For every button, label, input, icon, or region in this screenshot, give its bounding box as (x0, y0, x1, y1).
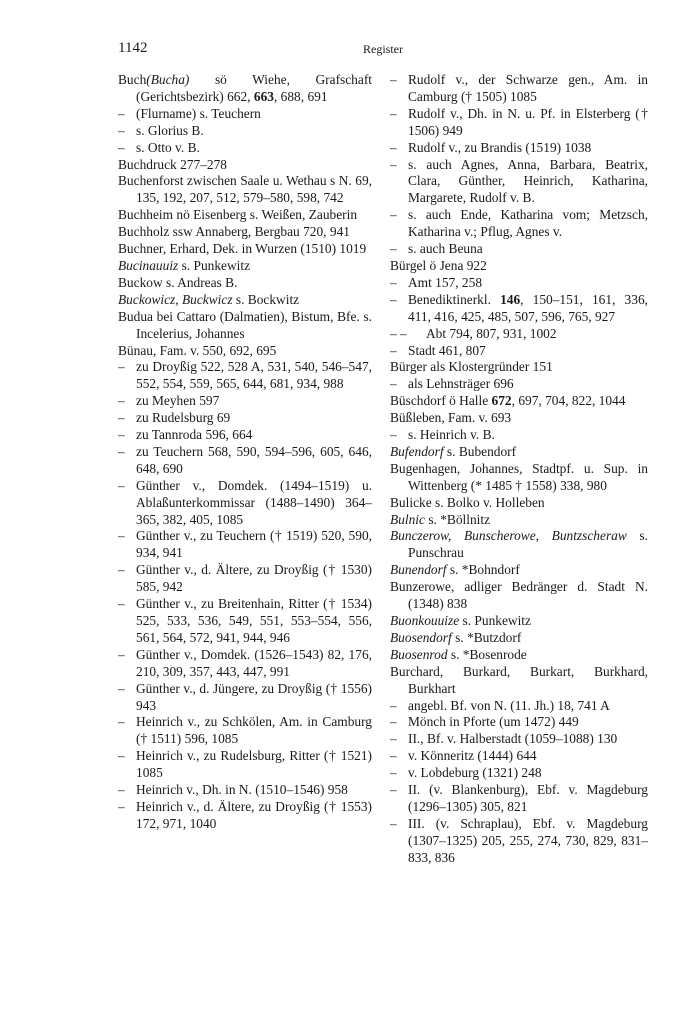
entry-text: , 688, 691 (273, 88, 328, 104)
entry-dash: – (118, 748, 125, 764)
index-entry (118, 207, 372, 224)
index-entry (118, 799, 372, 833)
entry-text: Buchheim nö Eisenberg s. Weißen, Zauberin (118, 207, 358, 223)
entry-dash: – (390, 156, 397, 172)
entry-text: zu Rudelsburg 69 (136, 410, 231, 426)
entry-text: Bugenhagen, Johannes, Stadtpf. u. Sup. in Wittenberg (* 1485 † 1558) 338, 980 (390, 460, 648, 493)
entry-text: Heinrich v., d. Ältere, zu Droyßig († 1553) 172, 971, 1040 (136, 798, 372, 831)
entry-dash: – (390, 782, 397, 798)
index-entry (118, 562, 372, 596)
entry-text: Buchenforst zwischen Saale u. Wethau s N. 69, 135, 192, 207, 512, 579–580, 598, 742 (118, 173, 372, 206)
index-entry (118, 444, 372, 478)
index-entry (390, 698, 648, 715)
index-entry (390, 630, 648, 647)
entry-text: v. Könneritz (1444) 644 (408, 748, 537, 764)
entry-text: s. *Bohndorf (446, 562, 520, 578)
entry-text: Günther v., Domdek. (1526–1543) 82, 176, 210, 309, 357, 443, 447, 991 (136, 646, 372, 679)
entry-text: zu Droyßig 522, 528 A, 531, 540, 546–547, 552, 554, 559, 565, 644, 681, 934, 988 (136, 359, 372, 392)
entry-variant: Bulnic (390, 511, 425, 527)
entry-text: Burchard, Burkard, Burkart, Burkhard, Burkhart (390, 663, 648, 696)
index-entry (118, 241, 372, 258)
page-header (118, 40, 648, 62)
entry-dash: – (390, 139, 397, 155)
index-entry (118, 157, 372, 174)
index-entry (118, 782, 372, 799)
entry-text: s. auch Ende, Katharina vom; Metzsch, Katharina v.; Pflug, Agnes v. (408, 207, 648, 240)
index-entry (390, 427, 648, 444)
entry-text: Bunzerowe, adliger Bedränger d. Stadt N. (1348) 838 (390, 579, 648, 612)
index-entry (118, 123, 372, 140)
entry-dash: – (118, 528, 125, 544)
entry-variant: Bunczerow, Bunscherowe, Buntzscheraw (390, 528, 627, 544)
entry-dash: – (390, 72, 397, 87)
entry-dash: – (118, 680, 125, 696)
index-entry (390, 275, 648, 292)
index-entry (390, 528, 648, 562)
entry-variant: Bufendorf (390, 443, 444, 459)
entry-text: zu Meyhen 597 (136, 393, 220, 409)
entry-dash: – (390, 241, 397, 257)
entry-dash: – (390, 427, 397, 443)
entry-text: , 697, 704, 822, 1044 (511, 393, 626, 409)
entry-text: s. auch Beuna (408, 241, 483, 257)
entry-text: s. Punkewitz (459, 613, 531, 628)
entry-text: Bulicke s. Bolko v. Holleben (390, 494, 545, 510)
index-entry (390, 562, 648, 579)
index-entry (118, 72, 372, 106)
index-entry (390, 393, 648, 410)
entry-main-ref: 663 (253, 88, 274, 104)
entry-dash: – (390, 376, 397, 392)
entry-dash: – (390, 765, 397, 781)
index-entry (390, 782, 648, 816)
index-entry (118, 681, 372, 715)
entry-text: Heinrich v., Dh. in N. (1510–1546) 958 (136, 782, 348, 798)
entry-text: II., Bf. v. Halberstadt (1059–1088) 130 (408, 731, 618, 747)
entry-dash: – (118, 359, 125, 375)
entry-dash: – (390, 815, 397, 831)
index-entry (118, 359, 372, 393)
entry-text: Stadt 461, 807 (408, 342, 486, 358)
entry-text: Günther v., d. Ältere, zu Droyßig († 1530) 585, 942 (136, 562, 372, 595)
entry-text: v. Lobdeburg (1321) 248 (408, 765, 542, 781)
index-entry (390, 816, 648, 867)
entry-text: s. Punschrau (408, 528, 648, 561)
entry-main-ref: 672 (491, 393, 512, 409)
index-entry (118, 173, 372, 207)
entry-dash: – (118, 596, 125, 612)
entry-text: Günther v., d. Jüngere, zu Droyßig († 1556) 943 (136, 680, 372, 713)
index-entry (390, 410, 648, 427)
index-entry (390, 292, 648, 326)
index-entry (390, 444, 648, 461)
entry-variant: Buosenrod (390, 646, 448, 662)
entry-text: s. Glorius B. (136, 122, 204, 138)
entry-text: , 150–151, 161, 336, 411, 416, 425, 485, 507, 596, 765, 927 (408, 291, 648, 324)
entry-dash: – (118, 427, 125, 443)
index-entry (118, 343, 372, 360)
page-number: 1142 (118, 40, 148, 56)
index-entry (390, 512, 648, 529)
entry-text: zu Tannroda 596, 664 (136, 427, 253, 443)
index-entry (118, 647, 372, 681)
entry-lead: Büschdorf ö Halle (390, 393, 492, 409)
entry-dash: – (118, 410, 125, 426)
index-entry (390, 748, 648, 765)
entry-lead: Buch (118, 72, 147, 87)
entry-text: angebl. Bf. von N. (11. Jh.) 18, 741 A (408, 697, 610, 713)
entry-text: III. (v. Schraplau), Ebf. v. Magdeburg (1307–1325) 205, 255, 274, 730, 829, 831–833, 836 (408, 815, 648, 865)
index-entry (118, 427, 372, 444)
entry-dash: – (390, 731, 397, 747)
entry-text: Günther v., Domdek. (1494–1519) u. Ablaßunterkommissar (1488–1490) 364–365, 382, 405, 1085 (136, 477, 372, 527)
entry-text: s. auch Agnes, Anna, Barbara, Beatrix, Clara, Günther, Heinrich, Katharina, Margarete, Rudolf v. B. (408, 156, 648, 206)
index-entry (118, 292, 372, 309)
entry-variant: Bucinauuiz (118, 257, 179, 273)
entry-variant: Buonkouuize (390, 613, 460, 628)
entry-dash: – (390, 748, 397, 764)
entry-variant: (Bucha) (146, 72, 190, 87)
entry-text: Budua bei Cattaro (Dalmatien), Bistum, Bfe. s. Incelerius, Johannes (118, 308, 372, 341)
index-entry (390, 140, 648, 157)
entry-dash: – (118, 477, 125, 493)
entry-dash: – (118, 782, 125, 798)
entry-dash: – – (390, 325, 407, 341)
index-entry (390, 495, 648, 512)
entry-text: s. Heinrich v. B. (408, 427, 495, 443)
entry-dash: – (118, 562, 125, 578)
index-entry (118, 258, 372, 275)
entry-text: Rudolf v., der Schwarze gen., Am. in Camburg († 1505) 1085 (408, 72, 648, 104)
index-entry (390, 207, 648, 241)
index-column-left (118, 72, 372, 833)
entry-text: sö Wiehe, Grafschaft (Gerichtsbezirk) 662, (136, 72, 372, 104)
entry-text: Amt 157, 258 (408, 274, 483, 290)
index-entry (390, 258, 648, 275)
entry-text: Buchholz ssw Annaberg, Bergbau 720, 941 (118, 224, 350, 240)
index-entry (390, 714, 648, 731)
entry-text: Abt 794, 807, 931, 1002 (426, 325, 557, 341)
index-entry (118, 410, 372, 427)
entry-text: Buckow s. Andreas B. (118, 274, 238, 290)
entry-dash: – (390, 105, 397, 121)
index-entry (118, 714, 372, 748)
entry-text: Buchdruck 277–278 (118, 156, 227, 172)
entry-text: als Lehnsträger 696 (408, 376, 514, 392)
entry-text: (Flurname) s. Teuchern (136, 105, 261, 121)
index-entry (390, 326, 648, 343)
index-entry (118, 140, 372, 157)
entry-variant: Buckowicz, Buckwicz (118, 291, 233, 307)
index-entry (390, 731, 648, 748)
index-entry (118, 528, 372, 562)
index-column-right (390, 72, 648, 867)
entry-text: Büßleben, Fam. v. 693 (390, 410, 512, 426)
entry-dash: – (118, 714, 125, 730)
entry-dash: – (390, 291, 397, 307)
entry-dash: – (390, 697, 397, 713)
entry-text: s. *Bosenrode (447, 646, 527, 662)
index-entry (118, 748, 372, 782)
entry-text: Bürger als Klostergründer 151 (390, 359, 553, 375)
entry-dash: – (118, 122, 125, 138)
entry-dash: – (118, 393, 125, 409)
entry-text: Rudolf v., Dh. in N. u. Pf. in Elsterberg († 1506) 949 (408, 105, 648, 138)
entry-main-ref: 146 (500, 291, 521, 307)
index-entry (390, 579, 648, 613)
entry-dash: – (118, 105, 125, 121)
entry-text: s. Bubendorf (443, 443, 517, 459)
entry-text: Rudolf v., zu Brandis (1519) 1038 (408, 139, 592, 155)
entry-text: Buchner, Erhard, Dek. in Wurzen (1510) 1019 (118, 241, 367, 257)
entry-text: Heinrich v., zu Rudelsburg, Ritter († 1521) 1085 (136, 748, 372, 781)
index-entry (390, 359, 648, 376)
index-entry (118, 106, 372, 123)
index-entry (118, 596, 372, 647)
index-entry (390, 647, 648, 664)
entry-dash: – (390, 714, 397, 730)
index-entry (390, 106, 648, 140)
entry-text: zu Teuchern 568, 590, 594–596, 605, 646, 648, 690 (136, 443, 372, 476)
entry-text: s. Punkewitz (178, 257, 251, 273)
entry-text: Günther v., zu Teuchern († 1519) 520, 590, 934, 941 (136, 528, 372, 561)
entry-dash: – (118, 139, 125, 155)
entry-text: Mönch in Pforte (um 1472) 449 (408, 714, 579, 730)
index-entry (118, 224, 372, 241)
entry-dash: – (118, 646, 125, 662)
index-entry (390, 72, 648, 106)
index-entry (118, 275, 372, 292)
entry-dash: – (390, 207, 397, 223)
entry-text: Bünau, Fam. v. 550, 692, 695 (118, 342, 277, 358)
entry-text: s. Bockwitz (232, 291, 300, 307)
index-entry (118, 478, 372, 529)
index-entry (390, 376, 648, 393)
entry-variant: Buosendorf (390, 629, 452, 645)
index-entry (390, 765, 648, 782)
index-entry (390, 343, 648, 360)
entry-text: Bürgel ö Jena 922 (390, 257, 487, 273)
entry-text: s. *Böllnitz (424, 511, 491, 527)
entry-dash: – (390, 342, 397, 358)
index-entry (390, 664, 648, 698)
entry-text: Benediktinerkl. (408, 291, 501, 307)
index-entry (118, 393, 372, 410)
entry-variant: Bunendorf (390, 562, 447, 578)
entry-text: s. *Butzdorf (451, 629, 522, 645)
index-entry (390, 241, 648, 258)
index-entry (390, 157, 648, 208)
entry-text: Heinrich v., zu Schkölen, Am. in Camburg († 1511) 596, 1085 (136, 714, 372, 747)
index-entry (390, 461, 648, 495)
index-entry (118, 309, 372, 343)
entry-text: s. Otto v. B. (136, 139, 200, 155)
entry-dash: – (118, 798, 125, 814)
entry-text: Günther v., zu Breitenhain, Ritter († 1534) 525, 533, 536, 549, 551, 553–554, 556, 561, 564, 572, 941, 944, 946 (136, 596, 372, 645)
index-entry (390, 613, 648, 630)
entry-text: II. (v. Blankenburg), Ebf. v. Magdeburg (1296–1305) 305, 821 (408, 782, 648, 814)
running-title: Register (363, 42, 403, 56)
entry-dash: – (390, 274, 397, 290)
entry-dash: – (118, 443, 125, 459)
